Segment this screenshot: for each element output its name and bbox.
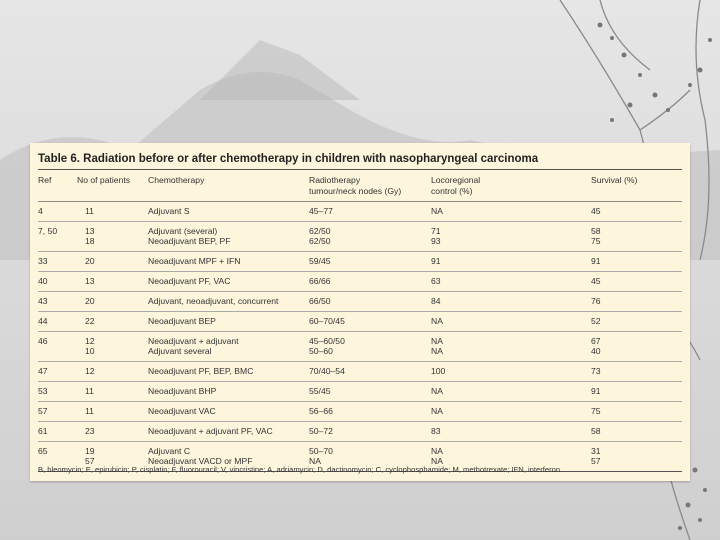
cell-radiotherapy: 66/50 xyxy=(309,296,331,306)
cell-radiotherapy: 50–60 xyxy=(309,346,333,356)
cell-radiotherapy: 50–72 xyxy=(309,426,333,436)
cell-radiotherapy: 56–66 xyxy=(309,406,333,416)
cell-survival: 91 xyxy=(591,256,601,266)
cell-ref: 40 xyxy=(38,276,48,286)
cell-patients: 22 xyxy=(85,316,95,326)
cell-patients: 12 xyxy=(85,366,95,376)
cell-radiotherapy: 50–70 xyxy=(309,446,333,456)
header-radiotherapy-line2: tumour/neck nodes (Gy) xyxy=(309,186,402,196)
table-row xyxy=(38,252,682,272)
cell-ref: 43 xyxy=(38,296,48,306)
header-chemotherapy: Chemotherapy xyxy=(148,175,205,185)
cell-radiotherapy: 62/50 xyxy=(309,236,331,246)
header-ref: Ref xyxy=(38,175,52,185)
cell-survival: 31 xyxy=(591,446,601,456)
cell-survival: 73 xyxy=(591,366,601,376)
cell-locoregional: NA xyxy=(431,406,443,416)
cell-patients: 11 xyxy=(85,386,94,396)
cell-ref: 53 xyxy=(38,386,48,396)
cell-patients: 18 xyxy=(85,236,95,246)
header-locoregional xyxy=(431,175,480,197)
cell-patients: 11 xyxy=(85,206,94,216)
table-row xyxy=(38,272,682,292)
cell-radiotherapy: 60–70/45 xyxy=(309,316,345,326)
cell-locoregional: 93 xyxy=(431,236,441,246)
cell-locoregional: NA xyxy=(431,386,443,396)
table-card xyxy=(30,143,690,481)
cell-chemotherapy: Adjuvant (several) xyxy=(148,226,218,236)
cell-chemotherapy: Neoadjuvant VAC xyxy=(148,406,216,416)
table-row xyxy=(38,222,682,252)
cell-ref: 57 xyxy=(38,406,48,416)
cell-survival: 58 xyxy=(591,226,601,236)
table-body xyxy=(38,171,682,472)
cell-patients: 23 xyxy=(85,426,95,436)
cell-patients: 20 xyxy=(85,256,95,266)
cell-chemotherapy: Neoadjuvant BEP, PF xyxy=(148,236,231,246)
cell-survival: 75 xyxy=(591,406,601,416)
cell-survival: 91 xyxy=(591,386,601,396)
header-survival: Survival (%) xyxy=(591,175,638,185)
table-row xyxy=(38,362,682,382)
cell-radiotherapy: 45–60/50 xyxy=(309,336,345,346)
cell-radiotherapy: NA xyxy=(309,456,321,466)
cell-chemotherapy: Neoadjuvant PF, VAC xyxy=(148,276,231,286)
cell-locoregional: 100 xyxy=(431,366,446,376)
cell-patients: 20 xyxy=(85,296,95,306)
cell-survival: 45 xyxy=(591,206,601,216)
header-radiotherapy xyxy=(309,175,401,197)
cell-chemotherapy: Adjuvant S xyxy=(148,206,190,216)
cell-ref: 65 xyxy=(38,446,48,456)
cell-locoregional: 71 xyxy=(431,226,441,236)
cell-ref: 7, 50 xyxy=(38,226,58,236)
cell-survival: 76 xyxy=(591,296,601,306)
cell-locoregional: NA xyxy=(431,336,443,346)
cell-survival: 58 xyxy=(591,426,601,436)
table-footnote: B, bleomycin; E, epirubicin; P, cisplatin; F, fluorouracil; V, vincristine; A, adriamycin; D, dactinomycin; C, cyclophosphamide; M, methotrexate; IFN, interferon. xyxy=(38,465,563,474)
cell-radiotherapy: 66/66 xyxy=(309,276,331,286)
cell-chemotherapy: Neoadjuvant BEP xyxy=(148,316,216,326)
table-title-row xyxy=(38,149,682,170)
cell-chemotherapy: Adjuvant, neoadjuvant, concurrent xyxy=(148,296,279,306)
header-radiotherapy-line1: Radiotherapy xyxy=(309,175,361,185)
cell-chemotherapy: Adjuvant C xyxy=(148,446,191,456)
cell-ref: 61 xyxy=(38,426,48,436)
table-header-row xyxy=(38,171,682,202)
header-locoregional-line1: Locoregional xyxy=(431,175,481,185)
cell-locoregional: NA xyxy=(431,446,443,456)
cell-survival: 75 xyxy=(591,236,601,246)
cell-survival: 40 xyxy=(591,346,601,356)
cell-radiotherapy: 70/40–54 xyxy=(309,366,345,376)
cell-survival: 57 xyxy=(591,456,601,466)
cell-locoregional: NA xyxy=(431,316,443,326)
cell-patients: 12 xyxy=(85,336,95,346)
mountain-silhouette-far xyxy=(200,40,360,100)
cell-locoregional: 84 xyxy=(431,296,441,306)
cell-chemotherapy: Neoadjuvant + adjuvant PF, VAC xyxy=(148,426,273,436)
cell-chemotherapy: Neoadjuvant PF, BEP, BMC xyxy=(148,366,254,376)
cell-radiotherapy: 55/45 xyxy=(309,386,331,396)
cell-locoregional: 83 xyxy=(431,426,441,436)
cell-radiotherapy: 45–77 xyxy=(309,206,333,216)
table-row xyxy=(38,402,682,422)
header-locoregional-line2: control (%) xyxy=(431,186,473,196)
cell-chemotherapy: Neoadjuvant VACD or MPF xyxy=(148,456,253,466)
cell-patients: 57 xyxy=(85,456,95,466)
cell-patients: 10 xyxy=(85,346,95,356)
cell-radiotherapy: 59/45 xyxy=(309,256,331,266)
cell-survival: 45 xyxy=(591,276,601,286)
cell-ref: 4 xyxy=(38,206,43,216)
cell-locoregional: 63 xyxy=(431,276,441,286)
cell-ref: 44 xyxy=(38,316,48,326)
cell-survival: 67 xyxy=(591,336,601,346)
cell-patients: 13 xyxy=(85,276,95,286)
cell-locoregional: NA xyxy=(431,206,443,216)
cell-chemotherapy: Neoadjuvant + adjuvant xyxy=(148,336,239,346)
table-row xyxy=(38,332,682,362)
cell-patients: 13 xyxy=(85,226,95,236)
cell-locoregional: NA xyxy=(431,346,443,356)
table-row xyxy=(38,422,682,442)
cell-ref: 47 xyxy=(38,366,48,376)
cell-radiotherapy: 62/50 xyxy=(309,226,331,236)
cell-locoregional: 91 xyxy=(431,256,441,266)
table-row xyxy=(38,382,682,402)
cell-ref: 33 xyxy=(38,256,48,266)
table-row xyxy=(38,202,682,222)
header-patients: No of patients xyxy=(77,175,131,185)
cell-chemotherapy: Neoadjuvant MPF + IFN xyxy=(148,256,241,266)
cell-patients: 11 xyxy=(85,406,94,416)
table-row xyxy=(38,312,682,332)
table-row xyxy=(38,292,682,312)
cell-chemotherapy: Neoadjuvant BHP xyxy=(148,386,217,396)
cell-ref: 46 xyxy=(38,336,48,346)
cell-patients: 19 xyxy=(85,446,95,456)
cell-locoregional: NA xyxy=(431,456,443,466)
table-title: Table 6. Radiation before or after chemotherapy in children with nasopharyngeal carcinoma xyxy=(38,153,539,165)
cell-survival: 52 xyxy=(591,316,601,326)
cell-chemotherapy: Adjuvant several xyxy=(148,346,212,356)
